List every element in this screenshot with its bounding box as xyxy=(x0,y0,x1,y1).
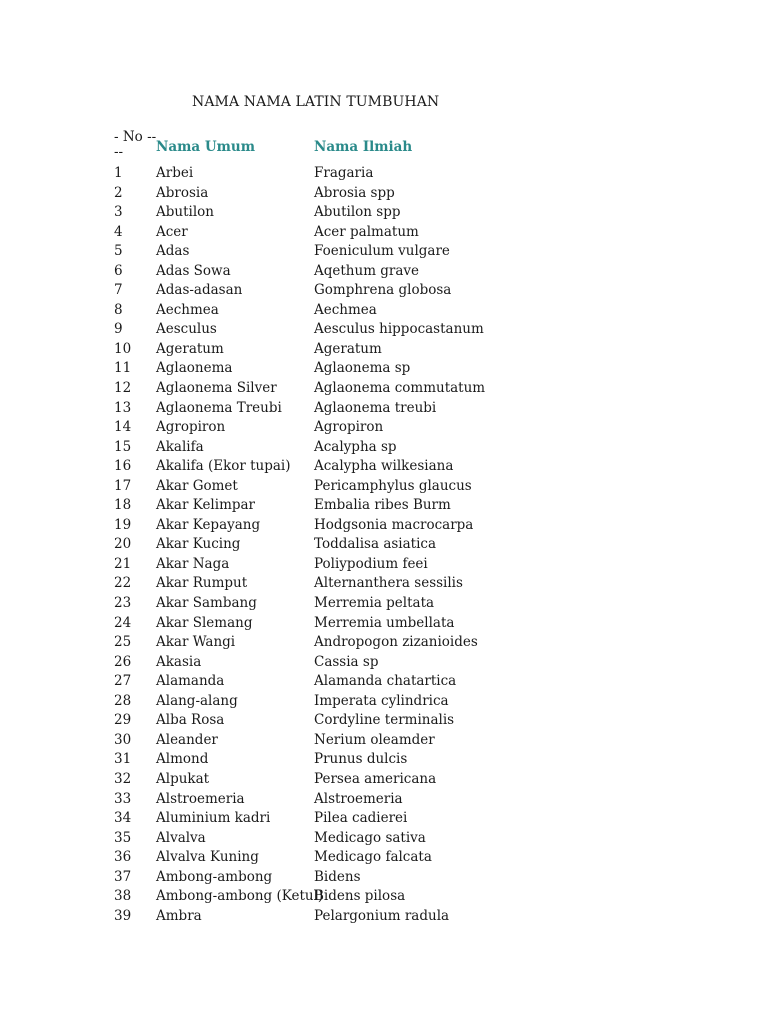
row-number: 25 xyxy=(114,634,132,651)
table-row xyxy=(114,633,674,653)
row-number: 6 xyxy=(114,262,123,279)
row-nama-ilmiah: Hodgsonia macrocarpa xyxy=(314,516,474,533)
row-nama-ilmiah: Aqethum grave xyxy=(314,262,420,279)
row-nama-ilmiah: Merremia peltata xyxy=(314,595,435,612)
row-number: 13 xyxy=(114,399,132,416)
row-nama-umum: Ambong-ambong xyxy=(156,868,273,885)
table-row xyxy=(114,301,674,321)
row-number: 5 xyxy=(114,243,123,260)
row-number: 9 xyxy=(114,321,123,338)
row-number: 8 xyxy=(114,301,123,318)
table-row xyxy=(114,887,674,907)
row-nama-umum: Alvalva xyxy=(156,829,206,846)
row-nama-ilmiah: Medicago sativa xyxy=(314,829,426,846)
table-row xyxy=(114,281,674,301)
row-nama-ilmiah: Aglaonema sp xyxy=(314,360,411,377)
row-nama-ilmiah: Pericamphylus glaucus xyxy=(314,477,472,494)
row-number: 12 xyxy=(114,380,132,397)
table-row xyxy=(114,184,674,204)
table-row xyxy=(114,829,674,849)
row-number: 21 xyxy=(114,555,132,572)
table-row xyxy=(114,418,674,438)
row-nama-ilmiah: Aechmea xyxy=(314,301,377,318)
row-nama-umum: Akar Gomet xyxy=(156,477,238,494)
table-row xyxy=(114,516,674,536)
row-number: 24 xyxy=(114,614,132,631)
row-number: 35 xyxy=(114,829,132,846)
table-row xyxy=(114,438,674,458)
row-number: 19 xyxy=(114,516,132,533)
table-row xyxy=(114,399,674,419)
row-nama-umum: Akar Slemang xyxy=(156,614,253,631)
row-nama-ilmiah: Agropiron xyxy=(314,419,384,436)
table-row xyxy=(114,848,674,868)
row-nama-ilmiah: Abutilon spp xyxy=(314,204,401,221)
row-nama-umum: Ambong-ambong (Ketul) xyxy=(156,888,324,905)
row-nama-ilmiah: Imperata cylindrica xyxy=(314,692,449,709)
table-row xyxy=(114,770,674,790)
row-nama-ilmiah: Alamanda chatartica xyxy=(314,673,457,690)
row-nama-umum: Akalifa xyxy=(156,438,204,455)
row-nama-umum: Akar Kelimpar xyxy=(156,497,256,514)
table-row xyxy=(114,907,674,927)
row-number: 3 xyxy=(114,204,123,221)
row-nama-umum: Alba Rosa xyxy=(156,712,225,729)
row-nama-umum: Aechmea xyxy=(156,301,219,318)
table-row xyxy=(114,164,674,184)
row-nama-umum: Aluminium kadri xyxy=(156,810,271,827)
row-nama-umum: Akar Kepayang xyxy=(156,516,261,533)
row-number: 33 xyxy=(114,790,132,807)
row-nama-ilmiah: Acalypha sp xyxy=(314,438,397,455)
row-number: 10 xyxy=(114,340,132,357)
table-row xyxy=(114,223,674,243)
table-row xyxy=(114,711,674,731)
table-row xyxy=(114,359,674,379)
row-number: 38 xyxy=(114,888,132,905)
row-nama-ilmiah: Fragaria xyxy=(314,165,374,181)
table-row xyxy=(114,340,674,360)
row-nama-ilmiah: Acalypha wilkesiana xyxy=(314,458,454,475)
row-number: 16 xyxy=(114,458,132,475)
table-header xyxy=(114,130,674,162)
row-nama-ilmiah: Acer palmatum xyxy=(314,223,419,240)
row-number: 26 xyxy=(114,653,132,670)
table-row xyxy=(114,614,674,634)
row-number: 37 xyxy=(114,868,132,885)
row-nama-umum: Almond xyxy=(156,751,209,768)
row-nama-ilmiah: Aglaonema treubi xyxy=(314,399,437,416)
row-nama-umum: Arbei xyxy=(156,165,194,181)
row-nama-ilmiah: Andropogon zizanioides xyxy=(314,634,478,651)
row-nama-ilmiah: Pilea cadierei xyxy=(314,810,408,827)
table-row xyxy=(114,731,674,751)
row-nama-ilmiah: Prunus dulcis xyxy=(314,751,408,768)
row-nama-umum: Akar Kucing xyxy=(156,536,241,553)
row-nama-ilmiah: Persea americana xyxy=(314,770,437,787)
row-number: 32 xyxy=(114,770,132,787)
row-nama-umum: Abrosia xyxy=(156,184,209,201)
row-nama-ilmiah: Abrosia spp xyxy=(314,184,395,201)
row-number: 14 xyxy=(114,419,132,436)
row-number: 27 xyxy=(114,673,132,690)
row-number: 23 xyxy=(114,595,132,612)
row-number: 34 xyxy=(114,810,132,827)
row-nama-ilmiah: Alstroemeria xyxy=(314,790,403,807)
row-nama-ilmiah: Aesculus hippocastanum xyxy=(314,321,484,338)
row-nama-umum: Adas Sowa xyxy=(156,262,231,279)
row-nama-umum: Ageratum xyxy=(156,340,224,357)
row-nama-umum: Agropiron xyxy=(156,419,226,436)
row-nama-umum: Aesculus xyxy=(156,321,217,338)
table-row xyxy=(114,809,674,829)
row-nama-ilmiah: Gomphrena globosa xyxy=(314,282,452,299)
row-nama-umum: Aleander xyxy=(156,731,218,748)
row-nama-ilmiah: Nerium oleamder xyxy=(314,731,435,748)
header-nama-ilmiah: Nama Ilmiah xyxy=(314,139,413,155)
row-number: 29 xyxy=(114,712,132,729)
row-nama-ilmiah: Bidens xyxy=(314,868,361,885)
row-nama-ilmiah: Ageratum xyxy=(314,340,382,357)
table-row xyxy=(114,477,674,497)
row-number: 28 xyxy=(114,692,132,709)
table-row xyxy=(114,457,674,477)
table-row xyxy=(114,242,674,262)
row-nama-umum: Alamanda xyxy=(156,673,225,690)
row-nama-umum: Akar Sambang xyxy=(156,595,257,612)
row-nama-umum: Adas xyxy=(156,243,190,260)
row-nama-umum: Akar Wangi xyxy=(156,634,236,651)
row-number: 36 xyxy=(114,849,132,866)
row-nama-umum: Akar Naga xyxy=(156,555,230,572)
document-title: NAMA NAMA LATIN TUMBUHAN xyxy=(192,94,440,110)
table-row xyxy=(114,653,674,673)
header-no: - No -- -- xyxy=(114,129,157,160)
row-number: 11 xyxy=(114,360,132,377)
row-number: 4 xyxy=(114,223,123,240)
row-nama-umum: Ambra xyxy=(156,907,202,924)
row-nama-umum: Aglaonema Silver xyxy=(156,380,277,397)
header-nama-umum: Nama Umum xyxy=(156,139,255,155)
row-nama-ilmiah: Alternanthera sessilis xyxy=(314,575,463,592)
row-nama-umum: Alpukat xyxy=(156,770,210,787)
plant-list xyxy=(114,164,674,926)
row-nama-umum: Akar Rumput xyxy=(156,575,248,592)
row-nama-ilmiah: Merremia umbellata xyxy=(314,614,455,631)
row-nama-ilmiah: Pelargonium radula xyxy=(314,907,450,924)
row-nama-umum: Adas-adasan xyxy=(156,282,243,299)
row-nama-ilmiah: Medicago falcata xyxy=(314,849,432,866)
row-nama-umum: Akalifa (Ekor tupai) xyxy=(156,458,291,475)
row-number: 22 xyxy=(114,575,132,592)
row-nama-ilmiah: Foeniculum vulgare xyxy=(314,243,450,260)
row-number: 17 xyxy=(114,477,132,494)
row-nama-ilmiah: Cordyline terminalis xyxy=(314,712,455,729)
table-row xyxy=(114,555,674,575)
table-row xyxy=(114,535,674,555)
table-row xyxy=(114,203,674,223)
row-nama-umum: Abutilon xyxy=(156,204,214,221)
table-row xyxy=(114,379,674,399)
table-row xyxy=(114,574,674,594)
row-nama-umum: Alvalva Kuning xyxy=(156,849,259,866)
table-row xyxy=(114,750,674,770)
row-nama-ilmiah: Bidens pilosa xyxy=(314,888,406,905)
row-number: 1 xyxy=(114,165,123,181)
table-row xyxy=(114,672,674,692)
row-nama-umum: Alang-alang xyxy=(156,692,238,709)
row-number: 7 xyxy=(114,282,123,299)
row-nama-ilmiah: Toddalisa asiatica xyxy=(314,536,437,553)
row-number: 30 xyxy=(114,731,132,748)
row-number: 15 xyxy=(114,438,132,455)
row-number: 39 xyxy=(114,907,132,924)
row-number: 18 xyxy=(114,497,132,514)
row-nama-umum: Aglaonema xyxy=(156,360,233,377)
table-row xyxy=(114,868,674,888)
table-row xyxy=(114,790,674,810)
row-nama-ilmiah: Poliypodium feei xyxy=(314,555,428,572)
row-nama-umum: Aglaonema Treubi xyxy=(156,399,282,416)
table-row xyxy=(114,262,674,282)
row-number: 31 xyxy=(114,751,132,768)
row-number: 2 xyxy=(114,184,123,201)
row-number: 20 xyxy=(114,536,132,553)
row-nama-umum: Acer xyxy=(156,223,188,240)
row-nama-ilmiah: Embalia ribes Burm xyxy=(314,497,451,514)
row-nama-umum: Alstroemeria xyxy=(156,790,245,807)
table-row xyxy=(114,692,674,712)
table-row xyxy=(114,594,674,614)
row-nama-ilmiah: Aglaonema commutatum xyxy=(314,380,486,397)
table-row xyxy=(114,496,674,516)
row-nama-umum: Akasia xyxy=(156,653,202,670)
table-row xyxy=(114,320,674,340)
row-nama-ilmiah: Cassia sp xyxy=(314,653,379,670)
